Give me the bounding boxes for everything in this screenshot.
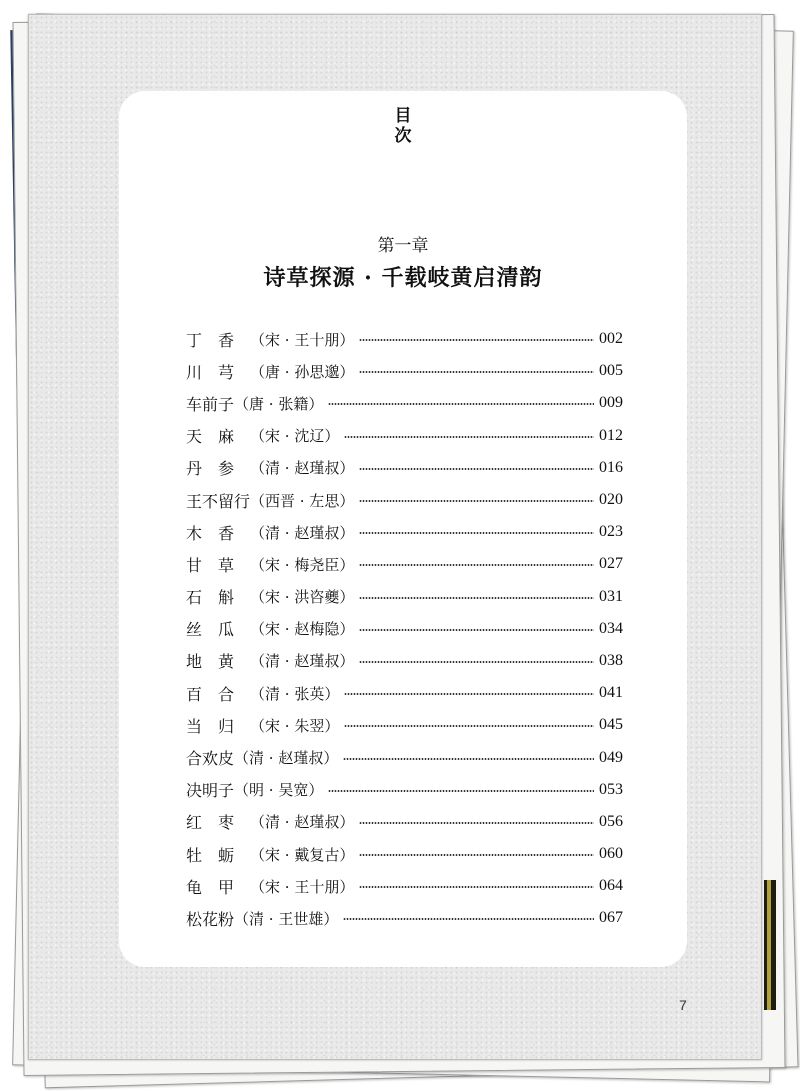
cover-edge-accent bbox=[764, 880, 776, 1010]
toc-entry[interactable] bbox=[186, 709, 623, 741]
dot-leader bbox=[344, 725, 594, 727]
entry-page-number: 056 bbox=[599, 812, 623, 830]
entry-page-number: 038 bbox=[599, 651, 623, 669]
toc-entry[interactable] bbox=[186, 548, 623, 580]
entry-author: （清 · 王世雄） bbox=[234, 909, 339, 928]
entry-page-number: 002 bbox=[599, 330, 623, 348]
dot-leader bbox=[359, 822, 594, 824]
entry-page-number: 049 bbox=[599, 748, 623, 766]
toc-entry[interactable] bbox=[186, 355, 623, 387]
entry-author: （宋 · 赵梅隐） bbox=[250, 620, 355, 639]
entry-author: （宋 · 洪咨夔） bbox=[250, 588, 355, 607]
toc-entry[interactable] bbox=[186, 806, 623, 838]
entry-author: （唐 · 孙思邈） bbox=[250, 362, 355, 381]
entry-author: （清 · 赵瑾叔） bbox=[250, 813, 355, 832]
entry-name: 地黄 bbox=[186, 652, 251, 672]
entry-author: （宋 · 戴复古） bbox=[250, 845, 355, 864]
dot-leader bbox=[359, 371, 594, 373]
book-page bbox=[28, 14, 762, 1060]
entry-page-number: 005 bbox=[599, 362, 623, 380]
toc-entry[interactable] bbox=[186, 870, 623, 902]
entry-page-number: 064 bbox=[599, 877, 623, 895]
entry-page-number: 031 bbox=[599, 587, 623, 605]
entry-author: （清 · 赵瑾叔） bbox=[250, 652, 355, 671]
entry-author: （宋 · 王十朋） bbox=[250, 330, 355, 349]
chapter-label: 第一章 bbox=[377, 236, 429, 256]
entry-page-number: 034 bbox=[599, 619, 623, 637]
dot-leader bbox=[359, 629, 594, 631]
entry-author: （清 · 赵瑾叔） bbox=[250, 523, 355, 542]
dot-leader bbox=[359, 564, 594, 566]
dot-leader bbox=[359, 468, 594, 470]
entry-author: （宋 · 沈辽） bbox=[250, 427, 340, 446]
entry-name: 当归 bbox=[186, 716, 251, 736]
entry-name: 丹参 bbox=[186, 459, 251, 479]
entry-author: （宋 · 王十朋） bbox=[250, 877, 355, 896]
toc-entry[interactable] bbox=[186, 774, 623, 806]
entry-page-number: 016 bbox=[599, 458, 623, 476]
entry-page-number: 012 bbox=[599, 426, 623, 444]
entry-name: 川芎 bbox=[186, 362, 251, 382]
entry-name: 决明子 bbox=[186, 781, 235, 801]
contents-card bbox=[119, 91, 687, 967]
entry-author: （唐 · 张籍） bbox=[234, 394, 324, 413]
entry-author: （宋 · 朱翌） bbox=[250, 716, 340, 735]
entry-name: 百合 bbox=[186, 684, 251, 704]
dot-leader bbox=[328, 790, 594, 792]
toc-entry[interactable] bbox=[186, 677, 623, 709]
toc-entry[interactable] bbox=[186, 420, 623, 452]
entry-page-number: 027 bbox=[599, 555, 623, 573]
toc-heading-line: 次 bbox=[394, 126, 412, 146]
toc-heading bbox=[119, 106, 687, 146]
dot-leader bbox=[359, 532, 594, 534]
toc-entry[interactable] bbox=[186, 452, 623, 484]
dot-leader bbox=[359, 339, 594, 341]
entry-page-number: 045 bbox=[599, 716, 623, 734]
dot-leader bbox=[343, 758, 594, 760]
dot-leader bbox=[359, 854, 594, 856]
dot-leader bbox=[343, 918, 594, 920]
entry-author: （明 · 吴宽） bbox=[234, 781, 324, 800]
entry-name: 红枣 bbox=[186, 813, 251, 833]
toc-entry[interactable] bbox=[186, 902, 623, 934]
toc-heading-line: 目 bbox=[394, 106, 412, 126]
toc-entry[interactable] bbox=[186, 387, 623, 419]
entry-name: 丁香 bbox=[186, 330, 251, 350]
toc-entry-list bbox=[186, 323, 623, 935]
entry-author: （西晋 · 左思） bbox=[250, 491, 355, 510]
entry-page-number: 020 bbox=[599, 491, 623, 509]
entry-page-number: 053 bbox=[599, 780, 623, 798]
toc-entry[interactable] bbox=[186, 323, 623, 355]
page-number: 7 bbox=[679, 997, 687, 1013]
entry-page-number: 009 bbox=[599, 394, 623, 412]
entry-page-number: 041 bbox=[599, 684, 623, 702]
entry-name: 龟甲 bbox=[186, 877, 251, 897]
entry-author: （清 · 张英） bbox=[250, 684, 340, 703]
entry-page-number: 060 bbox=[599, 845, 623, 863]
dot-leader bbox=[328, 403, 594, 405]
entry-page-number: 067 bbox=[599, 909, 623, 927]
dot-leader bbox=[344, 693, 594, 695]
dot-leader bbox=[359, 500, 594, 502]
toc-entry[interactable] bbox=[186, 613, 623, 645]
entry-name: 合欢皮 bbox=[186, 749, 235, 769]
entry-name: 天麻 bbox=[186, 427, 251, 447]
dot-leader bbox=[344, 436, 594, 438]
entry-name: 王不留行 bbox=[186, 491, 251, 511]
entry-name: 石斛 bbox=[186, 588, 251, 608]
toc-entry[interactable] bbox=[186, 741, 623, 773]
entry-name: 木香 bbox=[186, 523, 251, 543]
dot-leader bbox=[359, 886, 594, 888]
entry-author: （清 · 赵瑾叔） bbox=[234, 749, 339, 768]
toc-entry[interactable] bbox=[186, 581, 623, 613]
toc-entry[interactable] bbox=[186, 645, 623, 677]
entry-name: 牡蛎 bbox=[186, 845, 251, 865]
dot-leader bbox=[359, 661, 594, 663]
toc-entry[interactable] bbox=[186, 516, 623, 548]
toc-entry[interactable] bbox=[186, 838, 623, 870]
entry-name: 丝瓜 bbox=[186, 620, 251, 640]
entry-page-number: 023 bbox=[599, 523, 623, 541]
entry-name: 松花粉 bbox=[186, 909, 235, 929]
entry-name: 车前子 bbox=[186, 394, 235, 414]
chapter-title: 诗草探源 · 千载岐黄启清韵 bbox=[263, 265, 543, 291]
dot-leader bbox=[359, 597, 594, 599]
entry-author: （清 · 赵瑾叔） bbox=[250, 459, 355, 478]
entry-name: 甘草 bbox=[186, 555, 251, 575]
entry-author: （宋 · 梅尧臣） bbox=[250, 555, 355, 574]
toc-entry[interactable] bbox=[186, 484, 623, 516]
